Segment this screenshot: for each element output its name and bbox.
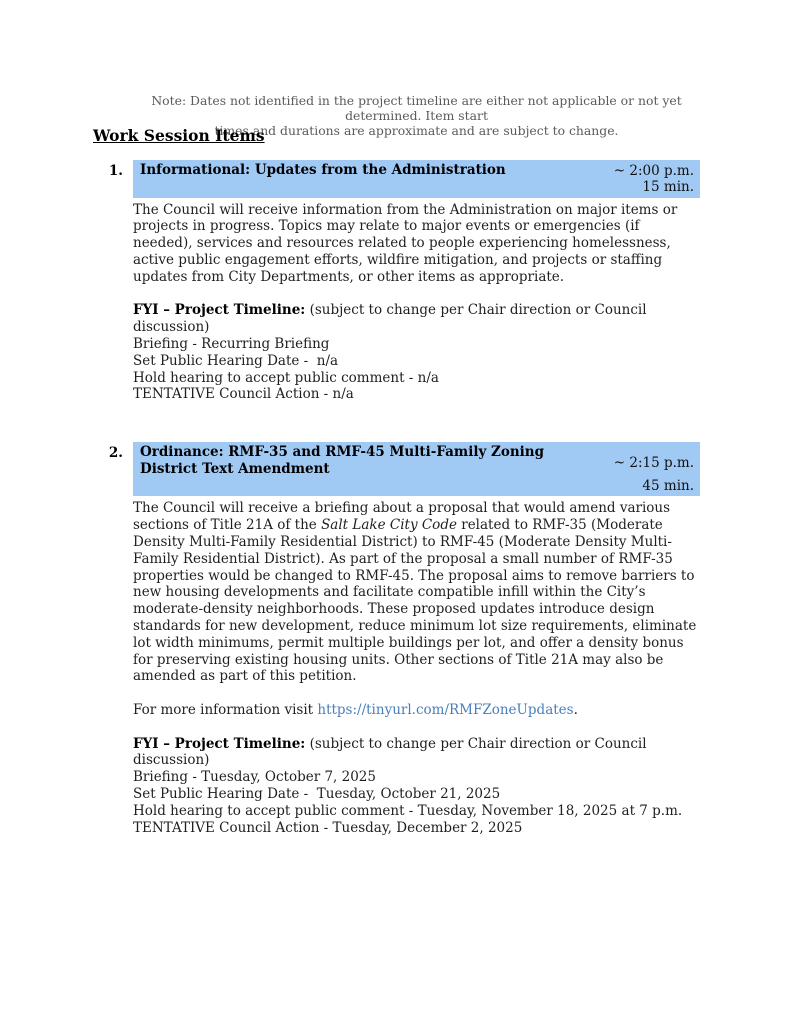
- agenda-item-1: [93, 160, 700, 403]
- item-description: [133, 500, 700, 685]
- agenda-item-2: [93, 442, 700, 836]
- timeline-line-hold-hearing: Hold hearing to accept public comment - n/a: [133, 369, 439, 386]
- description-segment: The Council will receive a briefing about a proposal that would amend various sections of Title 21A of the: [133, 500, 671, 534]
- item-body: [133, 442, 700, 836]
- item-start-time: ~ 2:15 p.m.: [613, 455, 694, 471]
- fyi-heading: FYI – Project Timeline:: [133, 735, 306, 752]
- more-info-line: [133, 702, 700, 719]
- more-info-suffix: .: [573, 701, 578, 718]
- rmf-zone-updates-link[interactable]: https://tinyurl.com/RMFZoneUpdates: [317, 701, 574, 718]
- fyi-heading-line: [133, 302, 700, 336]
- item-title: Informational: Updates from the Administration: [140, 162, 506, 178]
- note-line-1: Note: Dates not identified in the project timeline are either not applicable or not yet determined. Item start: [151, 93, 682, 123]
- timeline-line-set-hearing: Set Public Hearing Date - Tuesday, October 21, 2025: [133, 785, 501, 802]
- fyi-subnote: (subject to change per Chair direction or Council discussion): [133, 735, 647, 769]
- item-title-bar: [133, 160, 700, 198]
- item-start-time: ~ 2:00 p.m.: [613, 163, 694, 179]
- timeline-line-briefing: Briefing - Tuesday, October 7, 2025: [133, 769, 376, 786]
- fyi-subnote: (subject to change per Chair direction or Council discussion): [133, 302, 647, 336]
- item-title: Ordinance: RMF-35 and RMF-45 Multi-Family Zoning District Text Amendment: [140, 444, 545, 477]
- timeline-line-set-hearing: Set Public Hearing Date - n/a: [133, 352, 339, 369]
- item-number: 1.: [108, 163, 123, 179]
- fyi-heading-line: [133, 736, 700, 770]
- note-line-2: times and durations are approximate and are subject to change.: [214, 123, 619, 138]
- work-session-items-heading: Work Session Items: [93, 126, 265, 145]
- timeline-line-council-action: TENTATIVE Council Action - n/a: [133, 386, 354, 403]
- more-info-prefix: For more information visit: [133, 701, 318, 718]
- fyi-block: [133, 736, 700, 837]
- timeline-line-briefing: Briefing - Recurring Briefing: [133, 335, 330, 352]
- item-duration: 45 min.: [642, 477, 694, 494]
- salt-lake-city-code-reference: Salt Lake City Code: [321, 517, 457, 534]
- item-description: The Council will receive information from the Administration on major items or projects in progress. Topics may relate to major events or emergencies (if needed), services and resources related to people experiencing homelessness, active public engagement efforts, wildfire mitigation, and projects or staffing updates from City Departments, or other items as appropriate.: [133, 201, 678, 285]
- timeline-line-council-action: TENTATIVE Council Action - Tuesday, December 2, 2025: [133, 819, 523, 836]
- item-title-bar: [133, 442, 700, 496]
- timeline-line-hold-hearing: Hold hearing to accept public comment - Tuesday, November 18, 2025 at 7 p.m.: [133, 802, 683, 819]
- fyi-heading: FYI – Project Timeline:: [133, 302, 306, 319]
- item-body: [133, 160, 700, 403]
- fyi-block: [133, 302, 700, 403]
- description-segment: related to RMF-35 (Moderate Density Multi-Family Residential District) to RMF-45 (Moderate Density Multi-Family Residential District). As part of the proposal a small number of RMF-35 properties would be changed to RMF-45. The proposal aims to remove barriers to new housing developments and facilitate compatible infill within the City’s moderate-density neighborhoods. These proposed updates introduce design standards for new development, reduce minimum lot size requirements, eliminate lot width minimums, permit multiple buildings per lot, and offer a density bonus for preserving existing housing units. Other sections of Title 21A may also be amended as part of this petition.: [133, 517, 697, 685]
- item-duration: 15 min.: [642, 178, 694, 195]
- item-number: 2.: [108, 445, 123, 461]
